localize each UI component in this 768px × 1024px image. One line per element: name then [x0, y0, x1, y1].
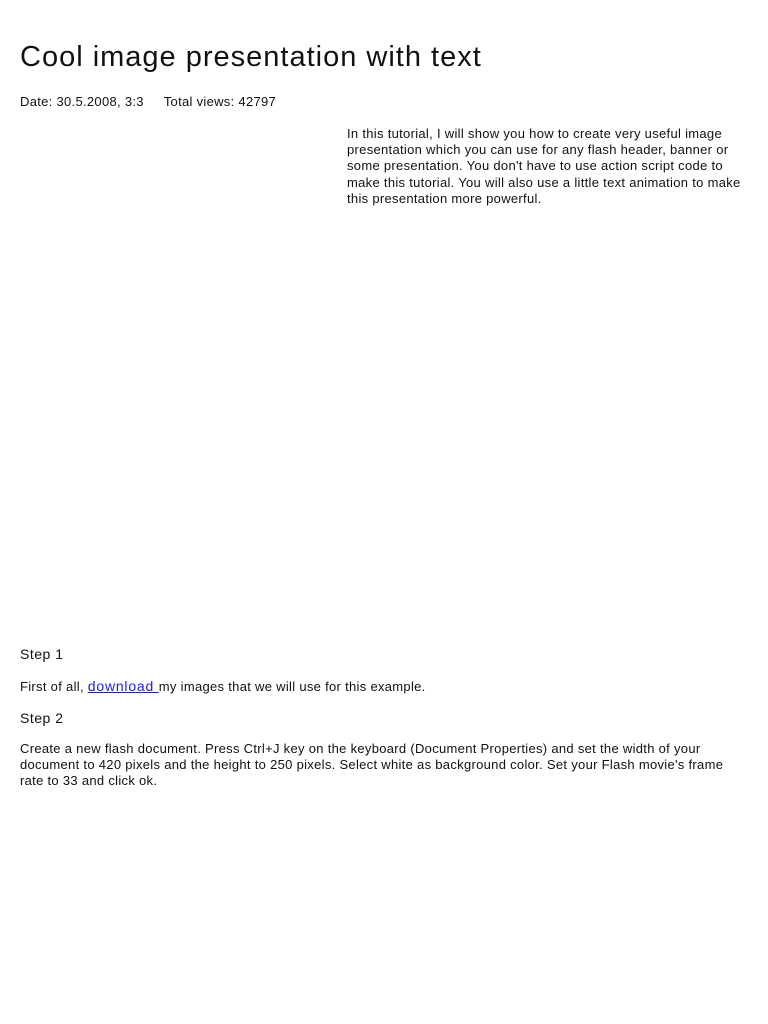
download-link[interactable]: download [87, 678, 159, 694]
views-count: Total views: 42797 [163, 94, 277, 109]
step-1-heading: Step 1 [20, 646, 64, 662]
article-meta [20, 94, 276, 110]
step-1-text-before: First of all, [20, 679, 88, 694]
step-1-text [20, 678, 740, 695]
intro-paragraph: In this tutorial, I will show you how to create very useful image presentation which you can use for any flash header, banner or some presentation. You don't have to use action script code to make this tutorial. You will also use a little text animation to make this presentation more powerful. [347, 126, 741, 206]
step-1-text-after: my images that we will use for this example. [158, 679, 426, 694]
step-2-text: Create a new flash document. Press Ctrl+J key on the keyboard (Document Properties) and set the width of your document to 420 pixels and the height to 250 pixels. Select white as background color. Set your Flash movie's frame rate to 33 and click ok. [20, 741, 724, 789]
date-label: Date: 30.5.2008, 3:3 [20, 94, 144, 109]
step-2-heading: Step 2 [20, 710, 64, 726]
page-title: Cool image presentation with text [20, 41, 482, 73]
